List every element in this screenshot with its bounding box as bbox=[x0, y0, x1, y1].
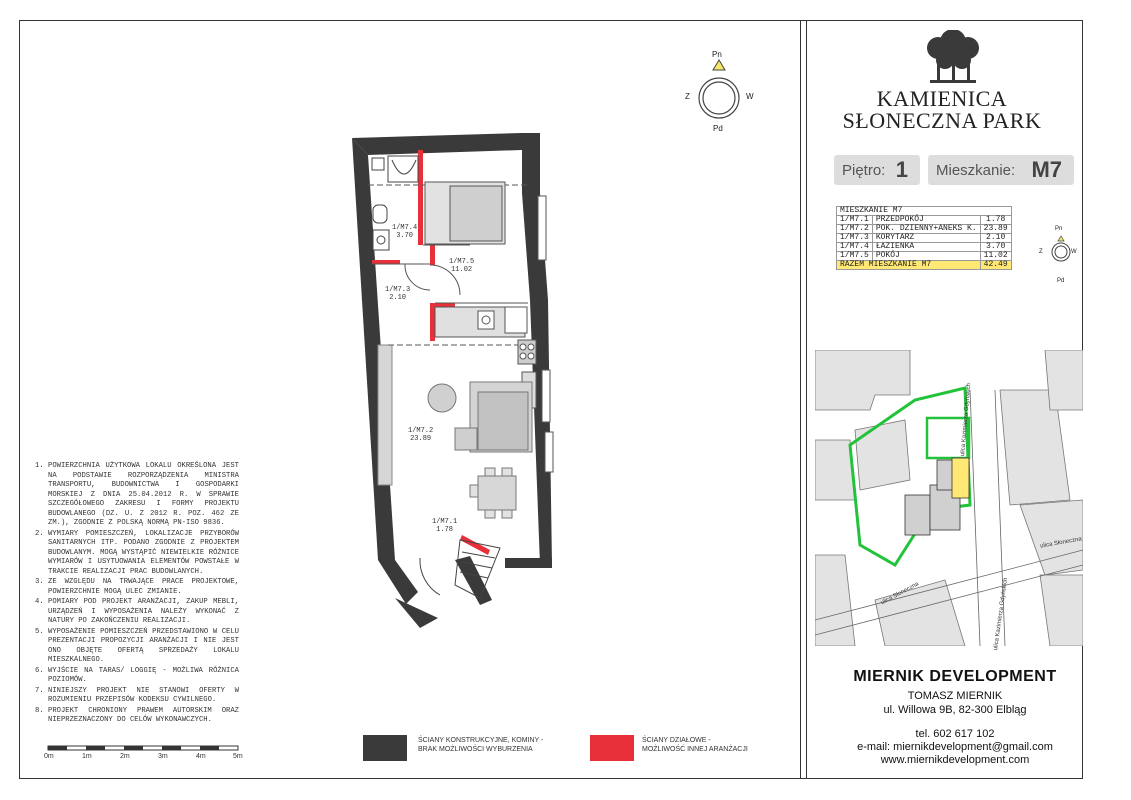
brand-name-line2: SŁONECZNA PARK bbox=[842, 108, 1042, 133]
company-address: ul. Willowa 9B, 82-300 Elbląg bbox=[883, 704, 1027, 716]
note-item: 6. WYJŚCIE NA TARAS/ LOGGIĘ - MOŻLIWA RÓŻNICA POZIOMÓW. bbox=[48, 667, 239, 686]
note-item: 5. WYPOSAŻENIE POMIESZCZEŃ PRZEDSTAWIONO W CELU PREZENTACJI PROPOZYCJI ARANŻACJI I NIE JEST ONO OBJĘTE OFERTĄ SPRZEDAŻY LOKALU MIESZKALNEGO. bbox=[48, 628, 239, 666]
scale-label: 4m bbox=[196, 753, 206, 760]
compass-north: Pn bbox=[712, 50, 722, 59]
room-area-table bbox=[836, 206, 1012, 270]
scale-label: 0m bbox=[44, 753, 54, 760]
room-label-hall: 1/M7.1 1.78 bbox=[432, 518, 458, 534]
note-item: 3. ZE WZGLĘDU NA TRWAJĄCE PRACE PROJEKTOWE, POWIERZCHNIE MOGĄ ULEC ZMIANIE. bbox=[48, 578, 239, 597]
compass-east: Z bbox=[685, 92, 690, 101]
company-name: MIERNIK DEVELOPMENT bbox=[853, 668, 1057, 685]
apartment-label: Mieszkanie: bbox=[936, 161, 1016, 179]
street-label: ulica Kazimierza Gdyńskich bbox=[993, 577, 1010, 651]
table-row: 1/M7.1 PRZEDPOKÓJ 1.78 bbox=[837, 216, 1012, 225]
small-compass-icon bbox=[1040, 226, 1080, 284]
company-phone: tel. 602 617 102 bbox=[915, 728, 995, 740]
scale-label: 2m bbox=[120, 753, 130, 760]
company-website[interactable]: www.miernikdevelopment.com bbox=[880, 754, 1030, 766]
scale-label: 5m bbox=[233, 753, 243, 760]
site-map bbox=[815, 350, 1083, 646]
legend-structural-label: ŚCIANY KONSTRUKCYJNE, KOMINY - BRAK MOŻLIWOŚCI WYBURZENIA bbox=[418, 737, 544, 753]
panel-divider bbox=[800, 20, 801, 779]
apartment-highlight bbox=[952, 458, 969, 498]
room-label-bedroom: 1/M7.5 11.02 bbox=[449, 258, 475, 274]
scale-bar bbox=[48, 746, 238, 750]
apartment-value: M7 bbox=[1031, 157, 1062, 182]
notes-list bbox=[34, 462, 239, 727]
street-label: ulica Słoneczna bbox=[880, 581, 920, 607]
note-item: 8. PROJEKT CHRONIONY PRAWEM AUTORSKIM ORAZ NIEPRZEZNACZONY DO CELÓW WYKONAWCZYCH. bbox=[48, 707, 239, 726]
scale-label: 1m bbox=[82, 753, 92, 760]
entrance-arrow-icon bbox=[395, 598, 438, 628]
table-row: 1/M7.3 KORYTARZ 2.10 bbox=[837, 234, 1012, 243]
note-item: 7. NINIEJSZY PROJEKT NIE STANOWI OFERTY W ROZUMIENIU PRZEPISÓW KODEKSU CYWILNEGO. bbox=[48, 687, 239, 706]
apartment-badge bbox=[928, 155, 1074, 185]
street-label: ulica Słoneczna bbox=[1039, 536, 1083, 550]
company-person: TOMASZ MIERNIK bbox=[907, 690, 1003, 702]
table-row: 1/M7.2 POK. DZIENNY+ANEKS K. 23.89 bbox=[837, 225, 1012, 234]
room-label-living: 1/M7.2 23.89 bbox=[408, 427, 434, 443]
room-label-corridor: 1/M7.3 2.10 bbox=[385, 286, 411, 302]
compass-icon bbox=[699, 60, 739, 118]
note-item: 4. POMIARY POD PROJEKT ARANŻACJI, ZAKUP MEBLI, URZĄDZEŃ I WYPOSAŻENIA NALEŻY WYKONAĆ Z NATURY PO ZAKOŃCZENIU REALIZACJI. bbox=[48, 598, 239, 627]
small-compass-south: Pd bbox=[1057, 278, 1065, 284]
company-email[interactable]: e-mail: miernikdevelopment@gmail.com bbox=[857, 741, 1053, 753]
scale-label: 3m bbox=[158, 753, 168, 760]
room-label-bathroom: 1/M7.4 3.70 bbox=[392, 224, 418, 240]
legend-partition-label: ŚCIANY DZIAŁOWE - MOŻLIWOŚĆ INNEJ ARANŻACJI bbox=[642, 737, 748, 753]
trees-logo-icon bbox=[920, 30, 986, 86]
legend-structural-swatch bbox=[363, 735, 407, 761]
brand-name-line1: KAMIENICA bbox=[876, 86, 1008, 111]
compass-west: W bbox=[746, 92, 754, 101]
room-table-header: MIESZKANIE M7 bbox=[837, 207, 1012, 216]
small-compass-east: Z bbox=[1039, 249, 1043, 255]
table-row: 1/M7.5 POKÓJ 11.02 bbox=[837, 252, 1012, 261]
floor-badge bbox=[834, 155, 920, 185]
floor-label: Piętro: bbox=[842, 161, 886, 179]
street-label: ulica Kazimierza Gdyńskich bbox=[960, 382, 973, 457]
note-item: 2. WYMIARY POMIESZCZEŃ, LOKALIZACJE PRZYBORÓW SANITARNYCH ITP. PODANO ZGODNIE Z PROJEKTEM BUDOWLANYM. MOGĄ WYSTĄPIĆ NIEWIELKIE RÓŻNICE WYMIARÓW I USYTUOWANIA ELEMENTÓW POWSTAŁE W TRAKCIE REALIZACJI PRAC BUDOWLANYCH. bbox=[48, 530, 239, 578]
compass-south: Pd bbox=[713, 124, 723, 133]
floor-value: 1 bbox=[895, 157, 908, 182]
note-item: 1. POWIERZCHNIA UŻYTKOWA LOKALU OKREŚLONA JEST NA PODSTAWIE ROZPORZĄDZENIA MINISTRA TRANSPORTU, BUDOWNICTWA I GOSPODARKI MORSKIEJ Z DNIA 25.04.2012 R. W SPRAWIE SZCZEGÓŁOWEGO ZAKRESU I FORMY PROJEKTU BUDOWLANEGO (DZ. U. Z 2012 R. POZ. 462 ZE ZM.), ZGODNIE Z POLSKĄ NORMĄ PN-ISO 9836. bbox=[48, 462, 239, 529]
panel-divider bbox=[806, 20, 807, 779]
legend-partition-swatch bbox=[590, 735, 634, 761]
table-row: 1/M7.4 ŁAZIENKA 3.70 bbox=[837, 243, 1012, 252]
small-compass-north: Pn bbox=[1055, 226, 1063, 232]
table-total-row: RAZEM MIESZKANIE M7 42.49 bbox=[837, 261, 1012, 270]
small-compass-west: W bbox=[1071, 249, 1077, 255]
